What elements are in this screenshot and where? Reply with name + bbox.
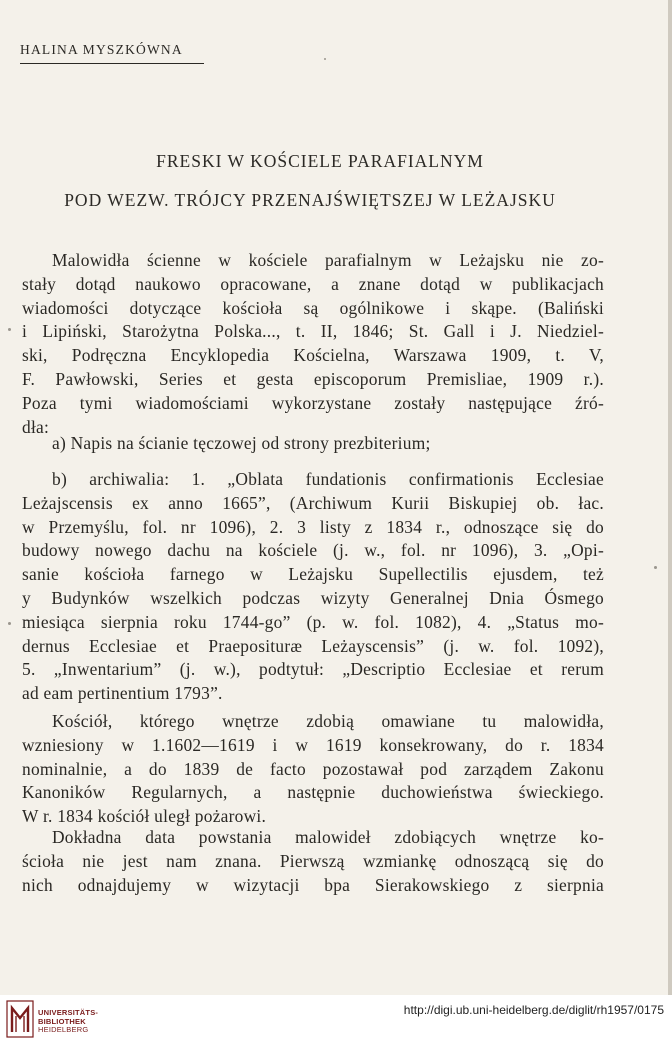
scan-speck <box>324 58 326 60</box>
source-item-b <box>22 468 604 706</box>
text-line: Leżajscensis ex anno 1665”, (Archiwum Kurii Biskupiej ob. łac. <box>22 492 604 513</box>
permalink-url[interactable]: http://digi.ub.uni-heidelberg.de/diglit/rh1957/0175 <box>403 1003 664 1017</box>
text-line: b) archiwalia: 1. „Oblata fundationis confirmationis Ecclesiae <box>52 469 604 489</box>
source-item-a <box>22 432 604 456</box>
running-head: HALINA MYSZKÓWNA <box>20 42 183 57</box>
text-line: Kanoników Regularnych, a następnie duchowieństwa świeckiego. <box>22 782 604 803</box>
text-line: nich odnajdujemy w wizytacji bpa Sierakowskiego z sierpnia <box>22 874 604 895</box>
library-name <box>38 1009 98 1035</box>
text-line: w Przemyślu, fol. nr 1096), 2. 3 listy z 1834 r., odnoszące się do <box>22 516 604 537</box>
text-line: y Budynków wszelkich podczas wizyty Generalnej Dnia Ósmego <box>22 587 604 608</box>
text-line: i Lipiński, Starożytna Polska..., t. II, 1846; St. Gall i J. Niedziel- <box>22 321 604 342</box>
library-name-line: UNIVERSITÄTS- <box>38 1008 99 1017</box>
paragraph-dating <box>22 826 604 897</box>
text-line: Kościół, którego wnętrze zdobią omawiane tu malowidła, <box>52 711 604 731</box>
article-title-line-1: FRESKI W KOŚCIELE PARAFIALNYM <box>156 151 484 171</box>
text-line: ścioła nie jest nam znana. Pierwszą wzmiankę odnoszącą się do <box>22 850 604 871</box>
text-line: miesiąca sierpnia roku 1744-go” (p. w. fol. 1082), 4. „Status mo- <box>22 611 604 632</box>
paragraph-intro <box>22 249 604 439</box>
text-line: nominalnie, a do 1839 de facto pozostawał pod zarządem Zakonu <box>22 758 604 779</box>
text-line: ski, Podręczna Encyklopedia Kościelna, Warszawa 1909, t. V, <box>22 345 604 366</box>
scan-speck <box>8 622 11 625</box>
paragraph-church-history <box>22 710 604 829</box>
text-line: a) Napis na ścianie tęczowej od strony prezbiterium; <box>52 433 431 453</box>
text-line: dła: <box>22 416 50 437</box>
article-title-line-2: POD WEZW. TRÓJCY PRZENAJŚWIĘTSZEJ W LEŻAJSKU <box>64 190 556 210</box>
text-line: W r. 1834 kościół uległ pożarowi. <box>22 806 267 827</box>
text-line: sanie kościoła farnego w Leżajsku Supellectilis ejusdem, też <box>22 564 604 585</box>
scan-speck <box>8 328 11 331</box>
text-line: Malowidła ścienne w kościele parafialnym w Leżajsku nie zo- <box>52 250 604 270</box>
text-line: F. Pawłowski, Series et gesta episcoporum Premisliae, 1909 r.). <box>22 368 604 389</box>
library-name-line: BIBLIOTHEK <box>38 1016 86 1026</box>
text-line: 5. „Inwentarium” (j. w.), podtytuł: „Descriptio Ecclesiae et rerum <box>22 659 604 680</box>
text-line: Poza tymi wiadomościami wykorzystane zostały następujące źró- <box>22 392 604 413</box>
library-logo-icon <box>6 1000 34 1038</box>
text-line: wzniesiony w 1.1602—1619 i w 1619 konsekrowany, do r. 1834 <box>22 734 604 755</box>
text-line: stały dotąd naukowo opracowane, a znane dotąd w publikacjach <box>22 273 604 294</box>
scan-speck <box>654 566 657 569</box>
text-line: Dokładna data powstania malowideł zdobiących wnętrze ko- <box>52 827 604 847</box>
running-head-rule <box>20 63 204 64</box>
text-line: dernus Ecclesiae et Praeposituræ Leżayscensis” (j. w. fol. 1092), <box>22 635 604 656</box>
text-line: ad eam pertinentium 1793”. <box>22 683 223 704</box>
text-line: wiadomości dotyczące kościoła są ogólnikowe i skąpe. (Baliński <box>22 297 604 318</box>
library-name-line: HEIDELBERG <box>38 1025 89 1034</box>
text-line: budowy nowego dachu na kościele (j. w., fol. nr 1096), 3. „Opi- <box>22 540 604 561</box>
